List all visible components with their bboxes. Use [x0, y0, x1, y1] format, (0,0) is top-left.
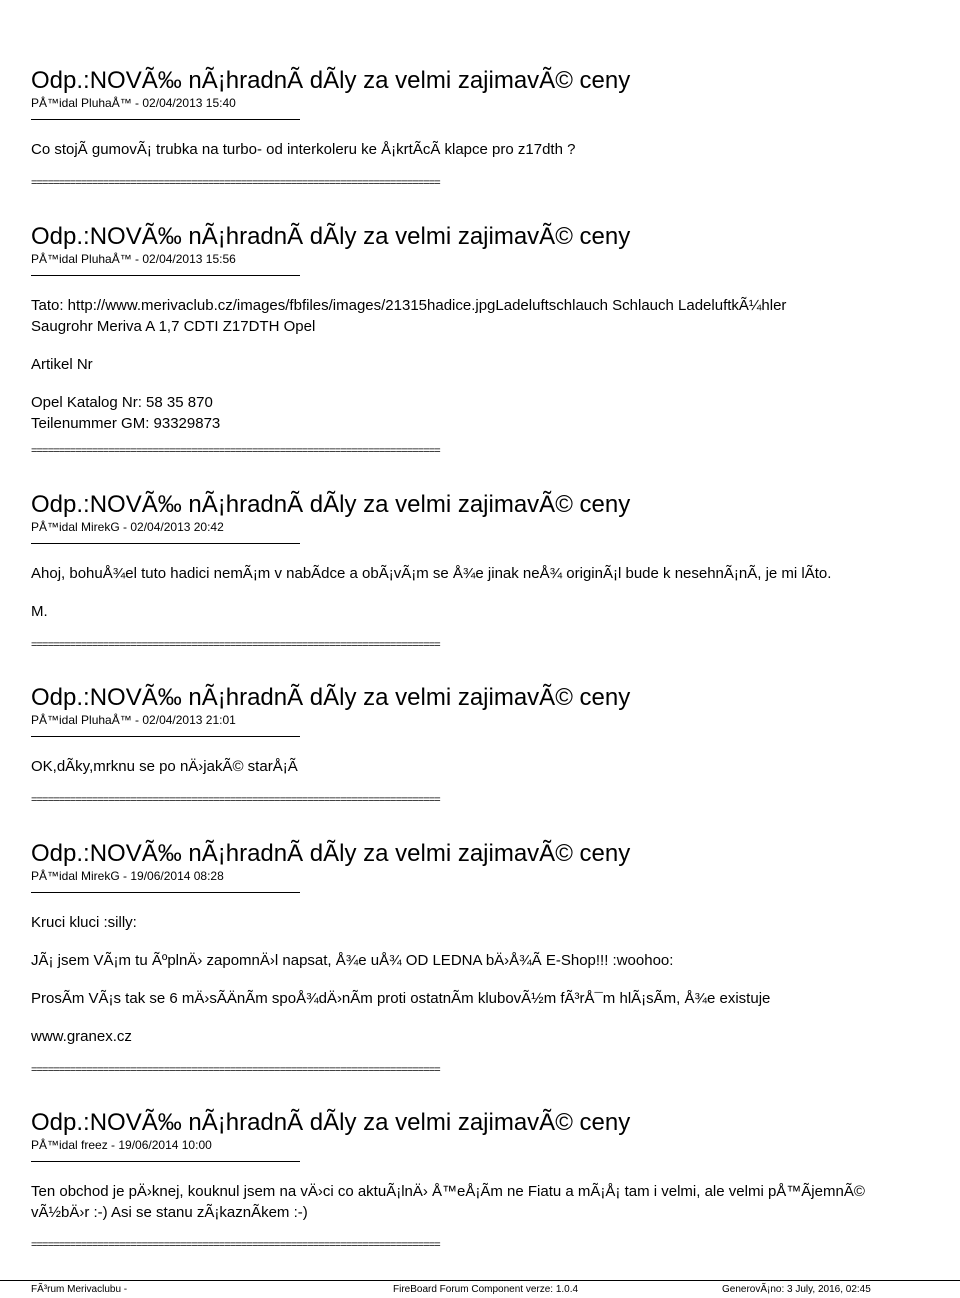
forum-post: [31, 223, 960, 434]
post-paragraph: Tato: http://www.merivaclub.cz/images/fbfiles/images/21315hadice.jpgLadeluftschlauch Schlauch LadeluftkÃ¼hler: [31, 297, 787, 314]
post-paragraph: Ten obchod je pÄ›knej, kouknul jsem na vÄ›ci co aktuÃ¡lnÄ› Å™eÅ¡Ãm ne Fiatu a mÃ¡Å¡ tam i velmi, ale velmi pÅ™ÃjemnÃ©: [31, 1183, 865, 1200]
post-paragraph: Co stojÃ gumovÃ¡ trubka na turbo- od interkoleru ke Å¡krtÃcÃ klapce pro z17dth ?: [31, 141, 576, 158]
post-divider: [31, 543, 300, 544]
post-separator: ==========================================================================: [31, 1240, 440, 1251]
post-title: Odp.:NOVÃ‰ nÃ¡hradnÃ dÃly za velmi zajimavÃ© ceny: [31, 1109, 631, 1136]
post-body: [31, 1181, 960, 1223]
post-body: [31, 139, 960, 160]
post-paragraph: www.granex.cz: [31, 1028, 132, 1045]
page-footer: [0, 1280, 960, 1298]
post-separator: ==========================================================================: [31, 640, 440, 651]
post-body: [31, 756, 960, 777]
post-body: [31, 563, 960, 622]
footer-forum-name: FÃ³rum Merivaclubu -: [31, 1284, 128, 1295]
post-paragraph: Saugrohr Meriva A 1,7 CDTI Z17DTH Opel: [31, 318, 316, 335]
post-meta: PÅ™idal PluhaÅ™ - 02/04/2013 15:40: [31, 96, 236, 110]
footer-component-version: FireBoard Forum Component verze: 1.0.4: [393, 1284, 579, 1295]
post-separator: ==========================================================================: [31, 178, 440, 189]
post-paragraph: Teilenummer GM: 93329873: [31, 415, 221, 432]
post-meta: PÅ™idal PluhaÅ™ - 02/04/2013 15:56: [31, 252, 236, 266]
post-title: Odp.:NOVÃ‰ nÃ¡hradnÃ dÃly za velmi zajimavÃ© ceny: [31, 684, 631, 711]
post-separator: ==========================================================================: [31, 795, 440, 806]
post-divider: [31, 119, 300, 120]
post-separator: ==========================================================================: [31, 446, 440, 457]
post-separator: ==========================================================================: [31, 1065, 440, 1076]
post-divider: [31, 892, 300, 893]
forum-post: [31, 684, 960, 777]
post-meta: PÅ™idal MirekG - 02/04/2013 20:42: [31, 520, 224, 534]
post-meta: PÅ™idal PluhaÅ™ - 02/04/2013 21:01: [31, 713, 236, 727]
post-title: Odp.:NOVÃ‰ nÃ¡hradnÃ dÃly za velmi zajimavÃ© ceny: [31, 223, 631, 250]
post-title: Odp.:NOVÃ‰ nÃ¡hradnÃ dÃly za velmi zajimavÃ© ceny: [31, 840, 631, 867]
footer-generated-date: GenerovÃ¡no: 3 July, 2016, 02:45: [722, 1284, 871, 1295]
post-paragraph: Opel Katalog Nr: 58 35 870: [31, 394, 213, 411]
post-title: Odp.:NOVÃ‰ nÃ¡hradnÃ dÃly za velmi zajimavÃ© ceny: [31, 67, 631, 94]
post-paragraph: Artikel Nr: [31, 356, 93, 373]
post-divider: [31, 736, 300, 737]
post-paragraph: M.: [31, 603, 48, 620]
forum-post: [31, 1109, 960, 1223]
post-title: Odp.:NOVÃ‰ nÃ¡hradnÃ dÃly za velmi zajimavÃ© ceny: [31, 491, 631, 518]
post-paragraph: Kruci kluci :silly:: [31, 914, 137, 931]
post-paragraph: ProsÃm VÃ¡s tak se 6 mÄ›sÃÄnÃm spoÅ¾dÄ›nÃm proti ostatnÃm klubovÃ½m fÃ³rÅ¯m hlÃ¡sÃm, Å¾e existuje: [31, 990, 771, 1007]
forum-post: [31, 491, 960, 622]
post-paragraph: Ahoj, bohuÅ¾el tuto hadici nemÃ¡m v nabÃdce a obÃ¡vÃ¡m se Å¾e jinak neÅ¾ originÃ¡l bude k nesehnÃ¡nÃ, je mi lÃto.: [31, 565, 832, 582]
post-divider: [31, 275, 300, 276]
forum-post: [31, 67, 960, 160]
post-divider: [31, 1161, 300, 1162]
post-meta: PÅ™idal MirekG - 19/06/2014 08:28: [31, 869, 224, 883]
post-paragraph: JÃ¡ jsem VÃ¡m tu ÃºplnÄ› zapomnÄ›l napsat, Å¾e uÅ¾ OD LEDNA bÄ›Å¾Ã E-Shop!!! :woohoo:: [31, 952, 674, 969]
post-meta: PÅ™idal freez - 19/06/2014 10:00: [31, 1138, 212, 1152]
forum-post: [31, 840, 960, 1047]
post-body: [31, 912, 960, 1047]
post-paragraph: vÃ½bÄ›r :-) Asi se stanu zÃ¡kaznÃkem :-): [31, 1204, 308, 1221]
post-body: [31, 295, 960, 434]
post-paragraph: OK,dÃky,mrknu se po nÄ›jakÃ© starÅ¡Ã: [31, 758, 298, 775]
